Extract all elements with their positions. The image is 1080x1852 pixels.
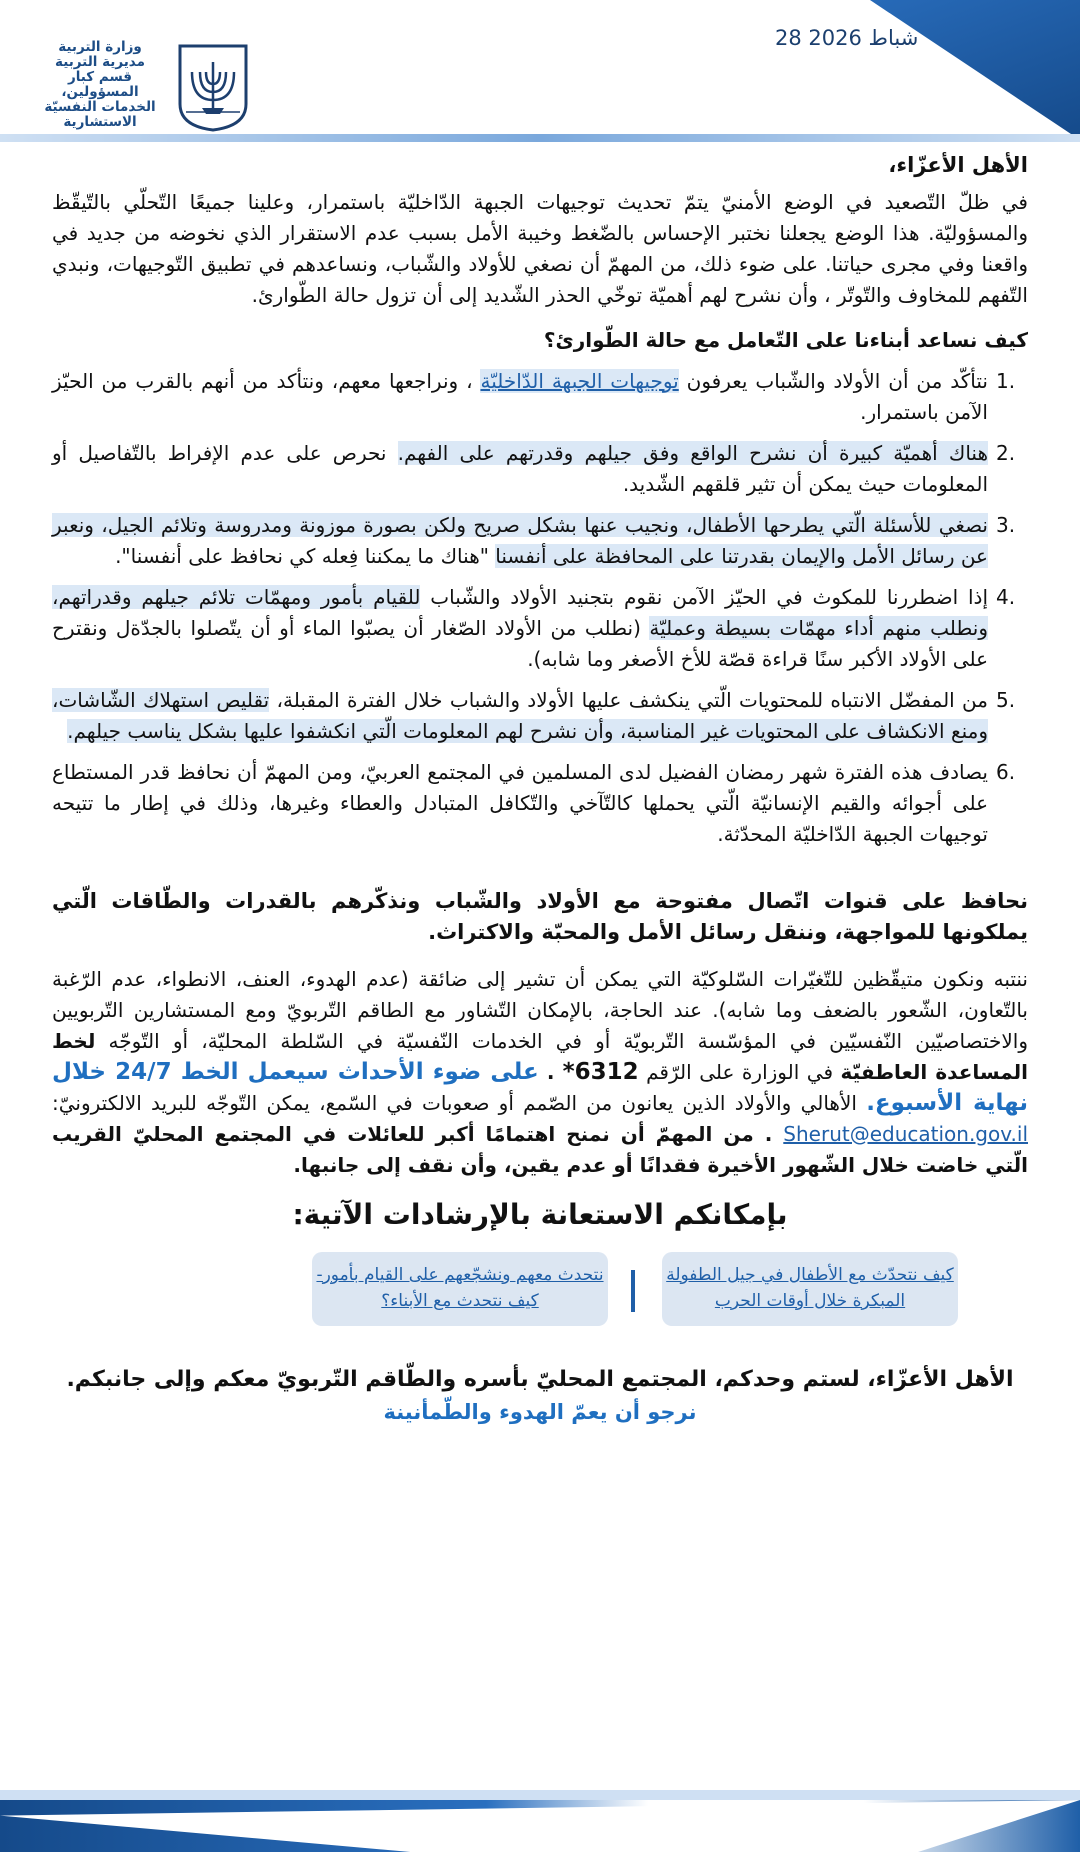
item-highlight: نصغي للأسئلة الّتي يطرحها الأطفال، ونجيب عنها بشكل صريح ولكن بصورة موزونة ومدروسة وتلائم الجيل، ونعبر عن رسائل الأمل والإيمان بقدرتنا على المحافظة على أنفسنا: [52, 513, 988, 568]
list-item: [52, 366, 1016, 428]
item-text: "هناك ما يمكننا فِعله كي نحافظ على أنفسنا".: [115, 544, 496, 568]
resource-link-talk-with-children[interactable]: نتحدث معهم ونشجّعهم على القيام بأمور- كيف نتحدث مع الأبناء؟: [312, 1252, 608, 1326]
resource-link-early-childhood[interactable]: كيف نتحدّث مع الأطفال في جيل الطفولة المبكرة خلال أوقات الحرب: [662, 1252, 958, 1326]
email-link[interactable]: Sherut@education.gov.il: [783, 1122, 1028, 1146]
item-number: .5: [996, 688, 1016, 712]
attention-text-bold: . من المهمّ أن نمنح اهتمامًا أكبر للعائلات في المجتمع المحليّ القريب الّتي خاضت خلال الشّهور الأخيرة فقدانًا أو عدم يقين، وأن نقف إلى جانبها.: [52, 1122, 1028, 1177]
footer-blue-shape: [0, 1800, 1080, 1852]
item-text: من المفضّل الانتباه للمحتويات الّتي ينكشف عليها الأولاد والشباب خلال الفترة المقبلة،: [269, 688, 988, 712]
item-highlight: تقليص استهلاك الشّاشات، ومنع الانكشاف على المحتويات غير المناسبة، وأن نشرح لهم المعلومات الّتي انكشفوا عليها بشكل يناسب جيلهم.: [52, 688, 988, 743]
header-blue-wedge: [780, 0, 1080, 140]
ministry-line: وزارة التربية: [58, 39, 142, 55]
home-front-guidelines-link[interactable]: توجيهات الجبهة الدّاخليّة: [480, 369, 679, 393]
letter-body: [52, 150, 1028, 1428]
greeting: الأهل الأعزّاء،: [888, 153, 1028, 177]
item-text: ، ونراجعها معهم، ونتأكد من أنهم بالقرب من الحيّز الآمن باستمرار.: [52, 369, 988, 424]
list-item: [52, 582, 1016, 675]
closing-block: [52, 1364, 1028, 1428]
list-item: [52, 510, 1016, 572]
item-number: .4: [996, 585, 1016, 609]
item-highlight: هناك أهميّة كبيرة أن نشرح الواقع وفق جيلهم وقدرتهم على الفهم.: [397, 441, 988, 465]
item-text: نتأكّد من أن الأولاد والشّباب يعرفون: [678, 369, 988, 393]
resources-heading: بإمكانكم الاستعانة بالإرشادات الآتية:: [292, 1198, 788, 1231]
list-item: [52, 757, 1016, 850]
helpline-hours-notice: على ضوء الأحداث سيعمل الخط 24/7 خلال نهاية الأسبوع.: [52, 1059, 1029, 1116]
attention-text: الأهالي والأولاد الذين يعانون من الصّمم أو صعوبات في السّمع، يمكن التّوجّه للبريد الالكترونيّ:: [52, 1091, 867, 1115]
item-number: .2: [996, 441, 1016, 465]
attention-text: ننتبه ونكون متيقّظين للتّغيّرات السّلوكيّة التي يمكن أن تشير إلى ضائقة (عدم الهدوء، العنف، الانطواء، عدم الرّغبة بالتّعاون، الشّعور بالضعف وما شابه). عند الحاجة، بالإمكان التّشاور مع الطاقم التّربويّ ومع المستشارين التّربويين والاختصاصيّين النّفسيّين في المؤسّسة التّربويّة أو في الخدمات النّفسيّة في السّلطة المحليّة، أو التّوجّه: [52, 967, 1028, 1053]
ministry-block: [30, 40, 170, 130]
resources-row: [52, 1252, 1028, 1330]
helpline-number: 6312*: [562, 1059, 639, 1085]
question-heading: كيف نساعد أبناءنا على التّعامل مع حالة الطّوارئ؟: [543, 328, 1028, 352]
closing-wish: نرجو أن يعمّ الهدوء والطّمأنينة: [383, 1400, 697, 1424]
intro-paragraph: في ظلّ التّصعيد في الوضع الأمنيّ يتمّ تحديث توجيهات الجبهة الدّاخليّة باستمرار، وعلينا جميعًا التّحلّي بالتّيقّظ والمسؤوليّة. هذا الوضع يجعلنا نختبر الإحساس بالضّغط وخيبة الأمل بسبب عدم الاستقرار الذي نخوضه من جديد في واقعنا وفي مجرى حياتنا. على ضوء ذلك، من المهمّ أن نصغي للأولاد والشّباب، ونساعدهم في تطبيق التّوجيهات، ونبدي التّفهم للمخاوف والتّوتّر ، وأن نشرح لهم أهميّة توخّي الحذر الشّديد إلى أن تزول حالة الطّوارئ.: [52, 190, 1028, 307]
item-text: (نطلب من الأولاد الصّغار أن يصبّوا الماء أو أن يتّصلوا بالجدّةل ونقترح على الأولاد الأكبر سنًا قراءة قصّة للأخ الأصغر وما شابه).: [52, 616, 988, 671]
attention-dot: .: [538, 1060, 563, 1084]
item-highlight: للقيام بأمور ومهمّات تلائم جيلهم وقدراتهم، ونطلب منهم أداء مهمّات بسيطة وعمليّة: [52, 585, 988, 640]
header-strip: [0, 134, 1080, 142]
ministry-line: مديرية التربية: [55, 54, 145, 70]
ministry-line: الخدمات النفسيّة: [44, 99, 156, 115]
footer-strip: [0, 1790, 1080, 1800]
list-item: [52, 438, 1016, 500]
letter-date: 28 شباط 2026: [775, 26, 919, 50]
list-item: [52, 685, 1016, 747]
item-text: نحرص على عدم الإفراط بالتّفاصيل أو المعلومات حيث يمكن أن تثير قلقهم الشّديد.: [52, 441, 988, 496]
ministry-line: قسم كبار المسؤولين،: [61, 69, 139, 100]
footer-band: [0, 1790, 1080, 1852]
item-number: .3: [996, 513, 1016, 537]
resources-divider: [631, 1270, 635, 1312]
item-text: يصادف هذه الفترة شهر رمضان الفضيل لدى المسلمين في المجتمع العربيّ، ومن المهمّ أن نحافظ قدر المستطاع على أجوائه والقيم الإنسانيّة الّتي يحملها كالتّآخي والتّكافل المتبادل والعطاء وغيرها، وذلك في إطار ما تتيحه توجيهات الجبهة الدّاخليّة المحدّثة.: [52, 760, 988, 846]
item-text: إذا اضطررنا للمكوث في الحيّز الآمن نقوم بتجنيد الأولاد والشّباب: [420, 585, 988, 609]
communication-paragraph: نحافظ على قنوات اتّصال مفتوحة مع الأولاد والشّباب ونذكّرهم بالقدرات والطّاقات الّتي يملكونها للمواجهة، وننقل رسائل الأمل والمحبّة والاكتراث.: [52, 889, 1028, 944]
attention-text: في الوزارة على الرّقم: [638, 1060, 841, 1084]
attention-paragraph: [52, 964, 1028, 1181]
ministry-line: الاستشارية: [63, 114, 137, 130]
menorah-emblem-icon: [176, 42, 250, 132]
closing-text: الأهل الأعزّاء، لستم وحدكم، المجتمع المحليّ بأسره والطّاقم التّربويّ معكم وإلى جانبكم.: [66, 1367, 1014, 1392]
tips-list: [52, 366, 1028, 850]
helpline-label: لخط المساعدة العاطفيّة: [52, 1029, 1028, 1084]
item-number: .6: [996, 760, 1016, 784]
item-number: .1: [996, 369, 1016, 393]
